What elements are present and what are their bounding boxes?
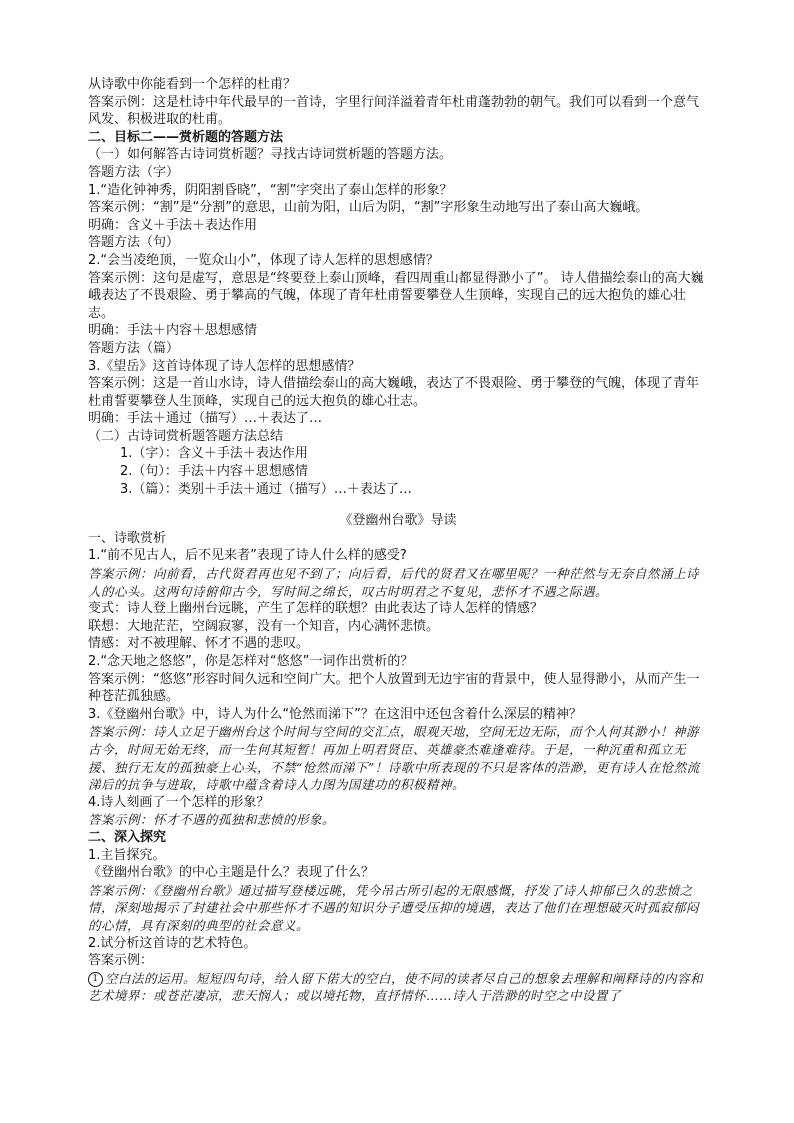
line-text: 联想：大地茫茫，空阔寂寥，没有一个知音，内心满怀悲愤。 <box>88 618 440 634</box>
doc-line <box>88 547 708 565</box>
doc-line <box>88 375 708 410</box>
line-text: 2.“念天地之悠悠”，你是怎样对“悠悠”一词作出赏析的？ <box>88 654 414 669</box>
line-text: 1.“造化钟神秀，阴阳割昏晓”，“割”字突出了泰山怎样的形象？ <box>88 182 453 198</box>
line-text: 明确：含义＋手法＋表达作用 <box>88 217 258 233</box>
doc-line <box>88 706 708 724</box>
line-text: 2.试分析这首诗的艺术特色。 <box>88 935 257 951</box>
document-page <box>88 76 708 1005</box>
doc-line <box>88 600 708 618</box>
line-text: 二、目标二——赏析题的答题方法 <box>88 129 284 145</box>
list-number-circle: 1 <box>88 972 103 987</box>
line-text: 答案示例：这句是虚写，意思是“终要登上泰山顶峰，看四周重山都显得渺小了”。 诗人借描绘泰山的高大巍峨表达了不畏艰险、勇于攀高的气魄，体现了青年杜甫誓要攀登人生顶峰，实现自己的远大抱负的雄心壮志。 <box>88 270 704 321</box>
doc-line <box>88 952 708 970</box>
line-text: 2.“会当凌绝顶，一览众山小”，体现了诗人怎样的思想感情？ <box>88 252 439 268</box>
line-text: 1.（字）：含义＋手法＋表达作用 <box>120 446 308 462</box>
doc-line <box>88 530 708 548</box>
doc-line <box>88 829 708 847</box>
line-text: 答案示例：诗人立足于幽州台这个时间与空间的交汇点，眼观天地，空间无边无际，而个人何其渺小！神游古今，时间无始无终，而一生何其短暂！再加上明君贤臣、英雄豪杰难逢难待。于是，一种沉重和孤立无援、独行无友的孤独豪上心头，不禁“怆然而涕下”！诗歌中所表现的不只是客体的浩渺，更有诗人在怆然流涕后的抗争与进取，诗歌中蕴含着诗人力图为国建功的积极精神。 <box>88 724 700 793</box>
line-text: 3.《望岳》这首诗体现了诗人怎样的思想感情？ <box>88 358 361 374</box>
doc-line <box>88 512 708 530</box>
doc-line <box>88 463 708 481</box>
line-text: 3.（篇）：类别＋手法＋通过（描写）…＋表达了… <box>120 481 412 497</box>
doc-line <box>88 94 708 129</box>
line-text: 答题方法（字） <box>88 164 180 180</box>
doc-line <box>88 217 708 235</box>
doc-line <box>88 146 708 164</box>
doc-line <box>88 481 708 499</box>
doc-line <box>88 164 708 182</box>
doc-line <box>88 445 708 463</box>
line-text: 2.（句）：手法＋内容＋思想感情 <box>120 464 308 480</box>
doc-line <box>88 322 708 340</box>
line-text: 答案示例：向前看，古代贤君再也见不到了；向后看，后代的贤君又在哪里呢？一种茫然与无奈自然涌上诗人的心头。这两句诗俯仰古今，写时间之绵长，叹古时明君之不复见，悲怀才不遇之际遇。 <box>88 566 700 599</box>
doc-line <box>88 270 708 323</box>
doc-line <box>88 653 708 671</box>
line-text: 1.主旨探究。 <box>88 847 166 863</box>
doc-line <box>88 882 708 935</box>
line-text: 《登幽州台歌》导读 <box>339 513 457 529</box>
doc-line <box>88 340 708 358</box>
line-text: 答案示例：《登幽州台歌》通过描写登楼远眺，凭今吊古所引起的无限感慨，抒发了诗人抑郁已久的悲愤之情，深刻地揭示了封建社会中那些怀才不遇的知识分子遭受压抑的境遇，表达了他们在理想破灭时孤寂郁闷的心情，具有深刻的典型的社会意义。 <box>88 882 700 933</box>
line-text: 明确：手法＋通过（描写）…＋表达了… <box>88 411 323 427</box>
doc-line <box>88 565 708 600</box>
line-text: 二、深入探究 <box>88 829 167 845</box>
line-text: 空白法的运用。短短四句诗，给人留下偌大的空白，使不同的读者尽自己的想象去理解和阐释诗的内容和艺术境界：或苍茫凄凉，悲天悯人；或以境托物，直抒情怀……诗人于浩渺的时空之中设置了 <box>88 970 704 1004</box>
doc-line <box>88 234 708 252</box>
line-text: 变式：诗人登上幽州台远眺，产生了怎样的联想？由此表达了诗人怎样的情感？ <box>88 601 544 617</box>
line-text: 答案示例：怀才不遇的孤独和悲愤的形象。 <box>88 812 336 828</box>
line-text: 答题方法（篇） <box>88 340 180 356</box>
doc-line <box>88 182 708 200</box>
doc-line <box>88 618 708 636</box>
line-text: 答案示例：这是杜诗中年代最早的一首诗，字里行间洋溢着青年杜甫蓬勃勃的朝气。我们可以看到一个意气风发、积极进取的杜甫。 <box>88 94 700 128</box>
doc-line <box>88 935 708 953</box>
doc-line <box>88 76 708 94</box>
line-text: （一）如何解答古诗词赏析题？寻找古诗词赏析题的答题方法。 <box>88 147 453 163</box>
line-text: 答案示例：“悠悠”形容时间久远和空间广大。把个人放置到无边宇宙的背景中，使人显得渺小，从而产生一种苍茫孤独感。 <box>88 671 700 705</box>
doc-line <box>88 635 708 653</box>
doc-line <box>88 358 708 376</box>
doc-line <box>88 199 708 217</box>
doc-line <box>88 970 708 1005</box>
doc-line <box>88 723 708 793</box>
line-text: 答案示例： <box>88 953 154 969</box>
doc-line <box>88 794 708 812</box>
doc-line <box>88 252 708 270</box>
line-text: 一、诗歌赏析 <box>88 530 167 546</box>
line-text: 4.诗人刻画了一个怎样的形象？ <box>88 794 270 810</box>
doc-line <box>88 428 708 446</box>
line-text: 答题方法（句） <box>88 235 180 251</box>
line-text: 3.《登幽州台歌》中，诗人为什么“怆然而涕下”？在这泪中还包含着什么深层的精神？ <box>88 706 582 722</box>
line-text: 答案示例：“割”是“分割”的意思，山前为阳，山后为阴，“割”字形象生动地写出了泰山高大巍峨。 <box>88 200 649 216</box>
doc-line <box>88 410 708 428</box>
line-text: （二）古诗词赏析题答题方法总结 <box>88 428 284 444</box>
line-text: 从诗歌中你能看到一个怎样的杜甫？ <box>88 77 297 92</box>
line-text: 答案示例：这是一首山水诗，诗人借描绘泰山的高大巍峨，表达了不畏艰险、勇于攀登的气魄，体现了青年杜甫誓要攀登人生顶峰，实现自己的远大抱负的雄心壮志。 <box>88 376 700 409</box>
doc-line <box>88 864 708 882</box>
line-text: 情感：对不被理解、怀才不遇的悲叹。 <box>88 636 310 652</box>
line-text: 《登幽州台歌》的中心主题是什么？表现了什么？ <box>88 865 375 881</box>
line-text: 1.“前不见古人，后不见来者”表现了诗人什么样的感受? <box>88 548 407 564</box>
doc-line <box>88 671 708 706</box>
doc-line <box>88 811 708 829</box>
doc-line <box>88 129 708 147</box>
doc-line <box>88 847 708 865</box>
line-text: 明确：手法＋内容＋思想感情 <box>88 323 258 339</box>
